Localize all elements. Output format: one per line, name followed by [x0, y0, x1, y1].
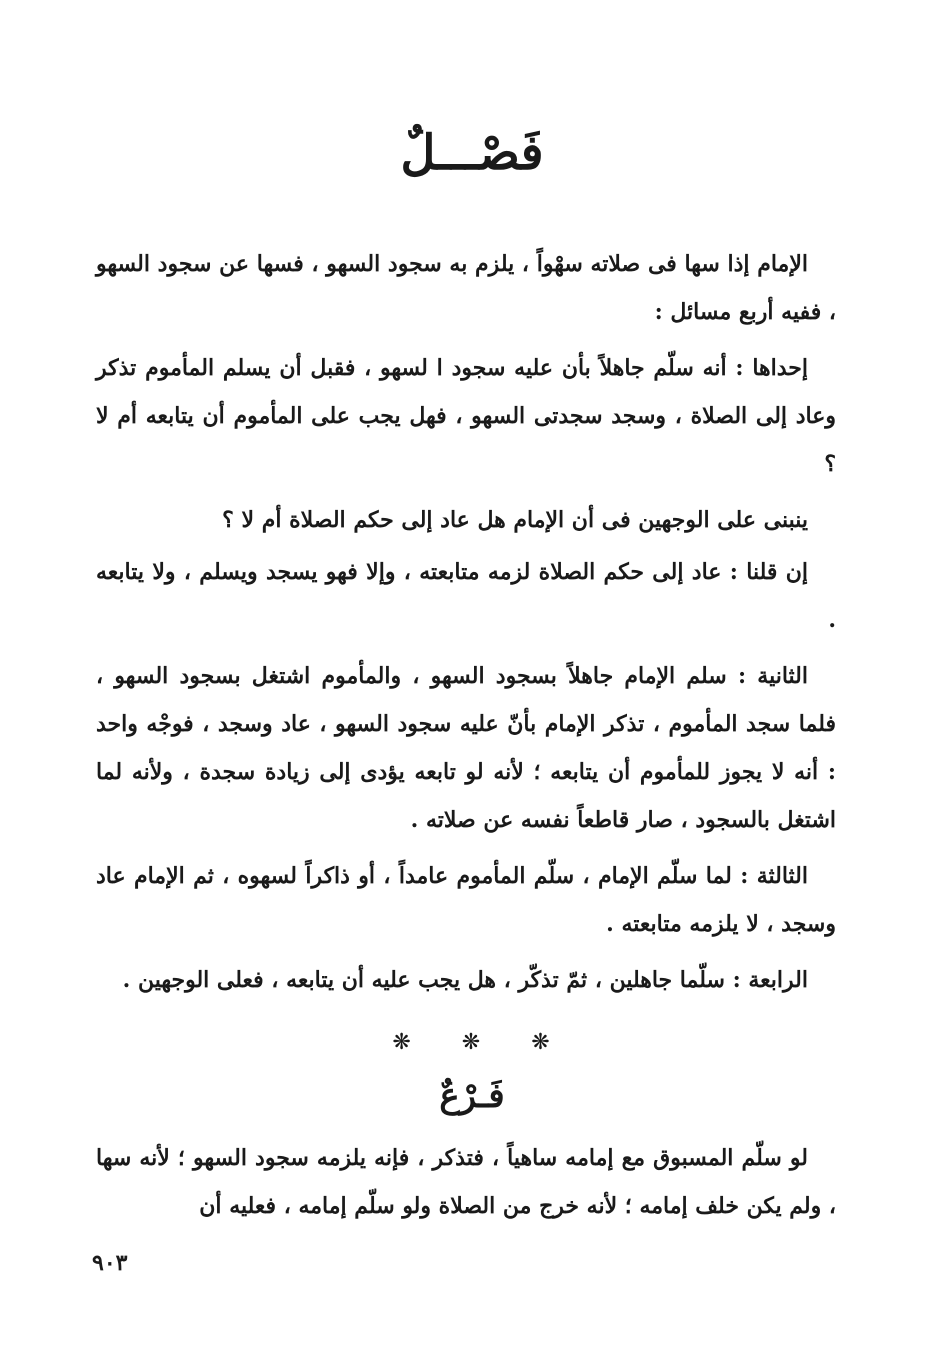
paragraph-text: لو سلّم المسبوق مع إمامه ساهياً ، فتذكر ، فإنه يلزمه سجود السهو ؛ لأنه سها ، ولم يكن خلف إمامه ؛ لأنه خرج من الصلاة ولو سلّم إمامه ، فعليه أن [96, 1145, 836, 1219]
paragraph-text: إن قلنا : عاد إلى حكم الصلاة لزمه متابعته ، وإلا فهو يسجد ويسلم ، ولا يتابعه . [96, 559, 836, 633]
paragraph-text: ينبنى على الوجهين فى أن الإمام هل عاد إلى حكم الصلاة أم لا ؟ [222, 507, 808, 533]
paragraph-text: أنه سلّم جاهلاً بأن عليه سجود ا لسهو ، فقبل أن يسلم المأموم تذكر وعاد إلى الصلاة ، وسجد سجدتى السهو ، فهل يجب على المأموم أن يتابعه أم لا ؟ [96, 355, 836, 477]
section-title: فَصْـــلٌ [400, 125, 544, 181]
paragraph-text: الإمام إذا سها فى صلاته سهْواً ، يلزم به سجود السهو ، فسها عن سجود السهو ، ففيه أربع مسائل : [96, 251, 836, 325]
sub-paragraph [96, 1134, 836, 1238]
paragraph-fourth-case [96, 956, 836, 1004]
page-number: ٩٠٣ [92, 1250, 128, 1276]
subheading: فَـرْعٌ [439, 1076, 505, 1116]
paragraph-lead: الثانية : [737, 663, 808, 689]
paragraph-lead: الثالثة : [740, 863, 808, 889]
paragraph-second-case [96, 652, 836, 844]
paragraph-text: سلم الإمام جاهلاً بسجود السهو ، والمأموم اشتغل بسجود السهو ، فلما سجد المأموم ، تذكر الإمام بأنّ عليه سجود السهو ، عاد وسجد ، فوجْه واحد : أنه لا يجوز للمأموم أن يتابعه ؛ لأنه لو تابعه يؤدى إلى زيادة سجدة ، ولأنه لما اشتغل بالسجود ، صار قاطعاً نفسه عن صلاته . [96, 663, 836, 833]
section-separator: ❋ ❋ ❋ [392, 1030, 552, 1055]
paragraph-ruling [96, 496, 836, 544]
paragraph-text: لما سلّم الإمام ، سلّم المأموم عامداً ، أو ذاكراً لسهوه ، ثم الإمام عاد وسجد ، لا يلزمه متابعته . [96, 863, 836, 937]
paragraph-text: سلّما جاهلين ، ثمّ تذكّر ، هل يجب عليه أن يتابعه ، فعلى الوجهين . [122, 967, 733, 993]
body-text [96, 240, 836, 1012]
paragraph-lead: الرابعة : [732, 967, 808, 993]
paragraph-conditional [96, 548, 836, 644]
paragraph-first-case [96, 344, 836, 488]
paragraph-lead: إحداها : [735, 355, 808, 381]
paragraph-intro [96, 240, 836, 336]
paragraph-third-case [96, 852, 836, 948]
